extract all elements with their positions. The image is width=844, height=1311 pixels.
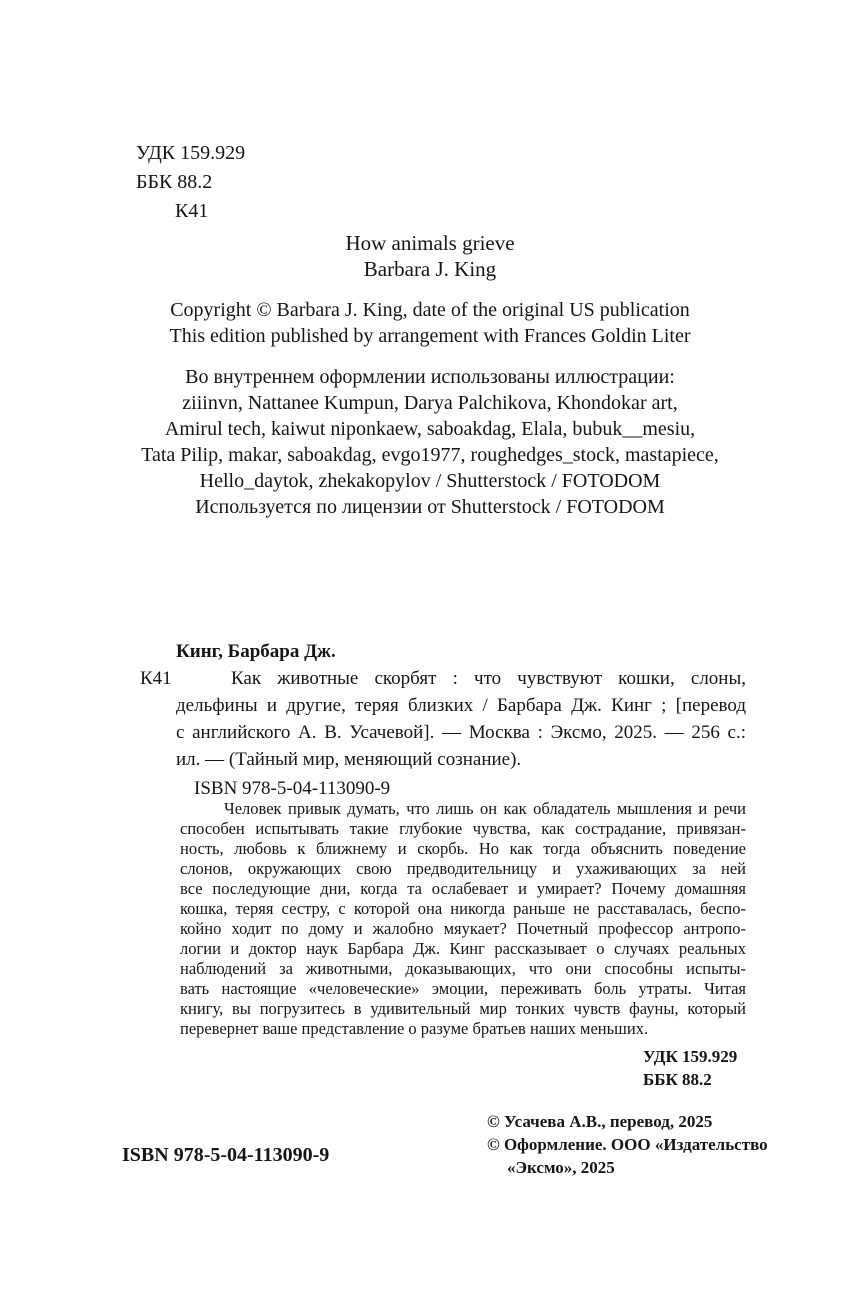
text-line: койно ходит по дому и жалобно мяукает? Почетный профессор антропо- xyxy=(180,919,746,938)
bottom-codes-block xyxy=(643,1045,737,1091)
text-line: Используется по лицензии от Shutterstock / FOTODOM xyxy=(195,496,665,518)
isbn-bottom: ISBN 978-5-04-113090-9 xyxy=(122,1144,330,1166)
original-title: How animals grieve xyxy=(345,231,515,255)
text-line: Tata Pilip, makar, saboakdag, evgo1977, roughedges_stock, mastapiece, xyxy=(141,444,719,466)
text-line: слонов, окружающих свою предводительницу и ухаживающих за ней xyxy=(180,859,746,878)
bbk-code-bottom: ББК 88.2 xyxy=(643,1070,712,1089)
udk-code-bottom: УДК 159.929 xyxy=(643,1047,738,1066)
copyright-notice xyxy=(112,297,748,349)
text-line: © Оформление. ООО «Издательство xyxy=(487,1135,768,1154)
text-line: © Усачева А.В., перевод, 2025 xyxy=(487,1112,713,1131)
catalog-body xyxy=(176,665,746,802)
text-line: перевернет ваше представление о разуме братьев наших меньших. xyxy=(180,1019,649,1038)
catalog-card xyxy=(140,638,750,802)
udk-code-top: УДК 159.929 xyxy=(136,142,246,164)
text-line: ил. — (Тайный мир, меняющий сознание). xyxy=(176,749,522,770)
text-line: Человек привык думать, что лишь он как обладатель мышления и речи xyxy=(224,799,746,818)
catalog-description xyxy=(176,665,746,773)
bbk-code-top: ББК 88.2 xyxy=(136,171,213,193)
text-line: способен испытывать такие глубокие чувства, как сострадание, привязан- xyxy=(180,819,746,838)
catalog-author-heading: Кинг, Барбара Дж. xyxy=(176,641,336,662)
isbn-catalog: ISBN 978-5-04-113090-9 xyxy=(194,778,391,799)
text-line: Hello_daytok, zhekakopylov / Shutterstock / FOTODOM xyxy=(199,470,661,492)
text-line: дельфины и другие, теряя близких / Барбара Дж. Кинг ; [перевод xyxy=(176,695,746,716)
author-sign-top: К41 xyxy=(175,200,209,222)
annotation-paragraph xyxy=(180,799,746,1039)
illustration-credits xyxy=(112,364,748,520)
text-line: все последующие дни, когда та ослабевает и умирает? Почему домашняя xyxy=(180,879,746,898)
author-sign: К41 xyxy=(140,668,172,689)
original-author: Barbara J. King xyxy=(363,257,497,281)
text-line: кошка, теряя сестру, с которой она никогда раньше не расставалась, беспо- xyxy=(180,899,746,918)
text-line: Во внутреннем оформлении использованы иллюстрации: xyxy=(185,366,675,388)
text-line: книгу, вы погрузитесь в удивительный мир тонких чувств фауны, который xyxy=(180,999,746,1018)
original-edition-block xyxy=(112,230,748,282)
text-line: наблюдений за животными, доказывающих, что они способны испыты- xyxy=(180,959,746,978)
text-line: «Эксмо», 2025 xyxy=(507,1158,615,1177)
top-codes-block xyxy=(136,139,245,226)
text-line: ziiinvn, Nattanee Kumpun, Darya Palchikova, Khondokar art, xyxy=(182,392,678,414)
text-line: вать настоящие «человеческие» эмоции, переживать боль утраты. Читая xyxy=(180,979,746,998)
text-line: Copyright © Barbara J. King, date of the original US publication xyxy=(170,299,690,321)
publisher-copyright-block xyxy=(487,1110,768,1179)
text-line: This edition published by arrangement with Frances Goldin Liter xyxy=(169,325,691,347)
text-line: ность, любовь к ближнему и скорбь. Но как тогда объяснить поведение xyxy=(180,839,746,858)
text-line: с английского А. В. Усачевой]. — Москва : Эксмо, 2025. — 256 с.: xyxy=(176,722,746,743)
text-line: Как животные скорбят : что чувствуют кошки, слоны, xyxy=(231,668,746,689)
text-line: логии и доктор наук Барбара Дж. Кинг рассказывает о случаях реальных xyxy=(180,939,746,958)
text-line: Amirul tech, kaiwut niponkaew, saboakdag, Elala, bubuk__mesiu, xyxy=(164,418,696,440)
